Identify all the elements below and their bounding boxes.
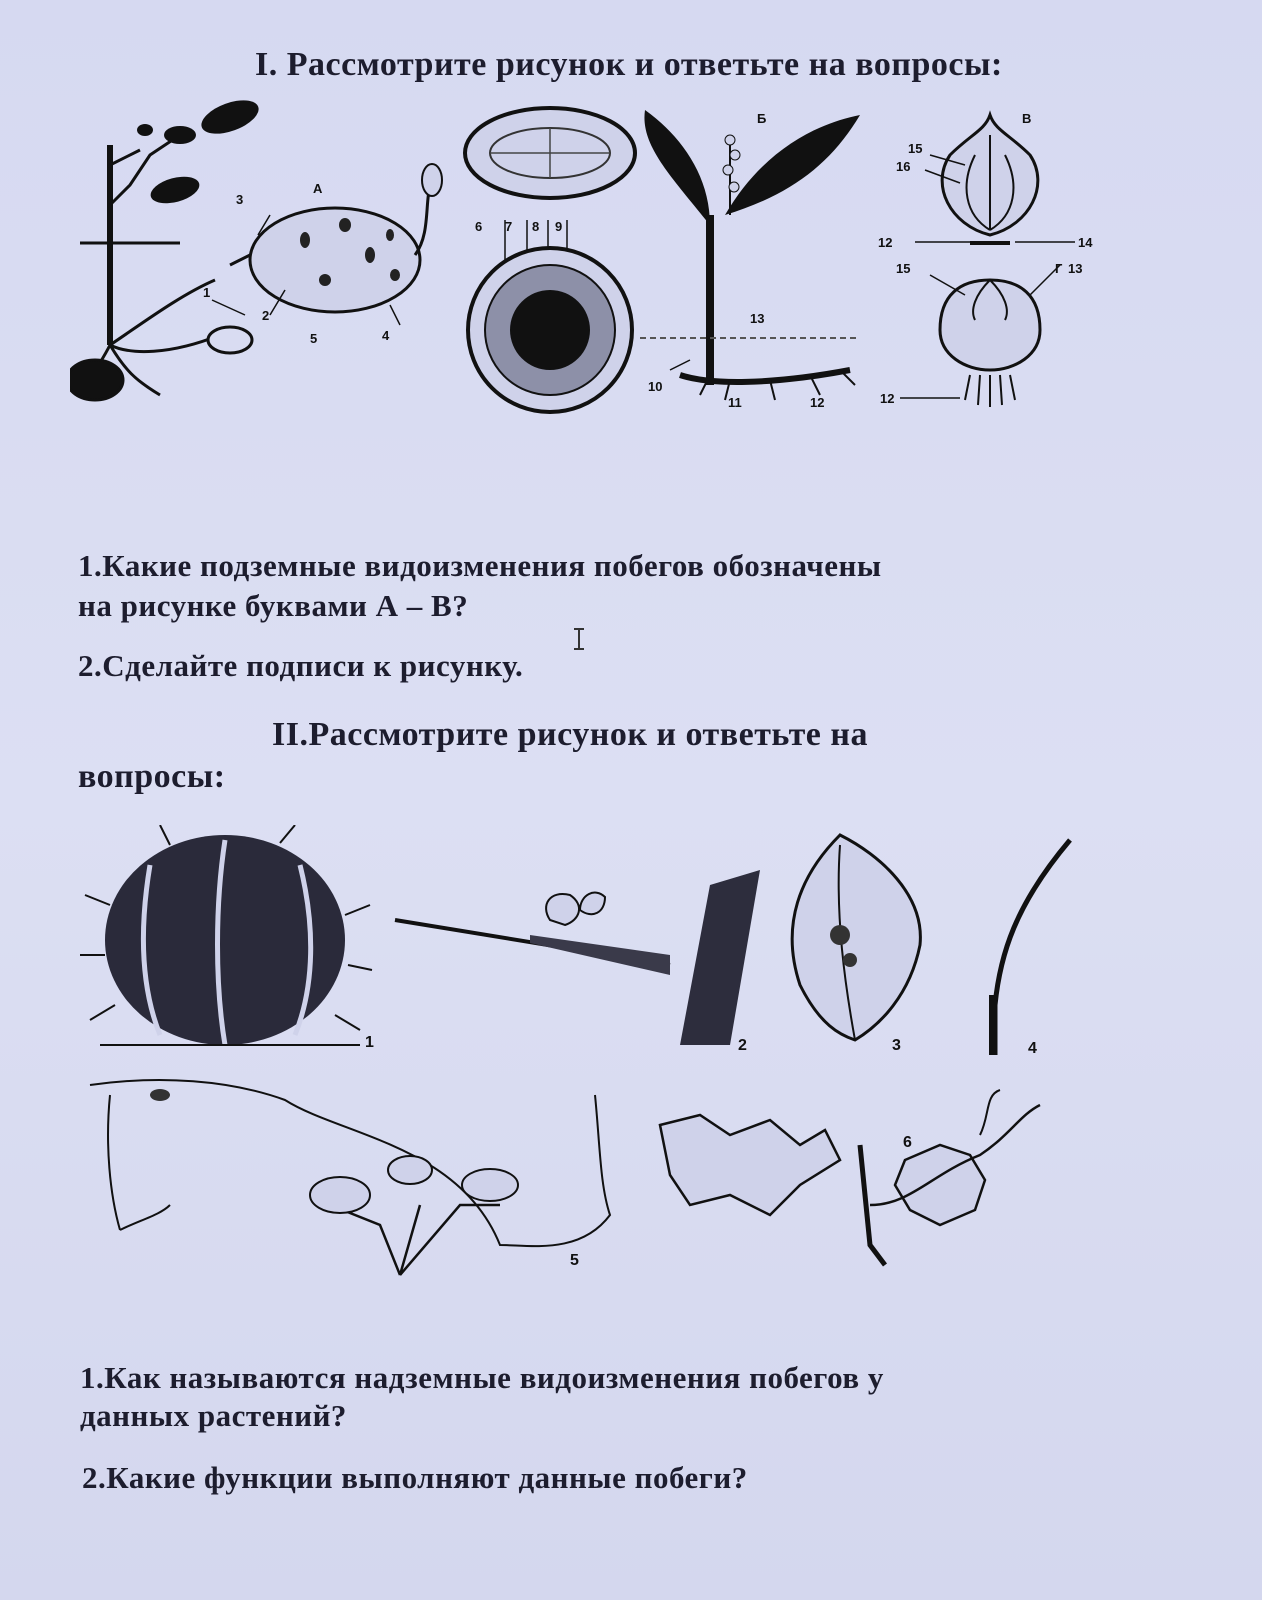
label-6: 6 xyxy=(475,219,483,234)
potato-plant-drawing xyxy=(70,135,252,400)
label-15b: 15 xyxy=(896,261,911,276)
label-9: 9 xyxy=(555,219,563,234)
label-g: Г xyxy=(1055,261,1063,276)
thorn-shoot-drawing xyxy=(992,840,1070,1055)
label-10: 10 xyxy=(648,379,663,394)
label-11: 11 xyxy=(728,395,742,410)
tuber-cross-section-drawing xyxy=(465,108,635,412)
label-12a: 12 xyxy=(810,395,825,410)
label-5: 5 xyxy=(310,331,318,346)
label-8: 8 xyxy=(532,219,540,234)
cladode-leaf-drawing xyxy=(792,835,920,1040)
rhizome-b-drawing xyxy=(640,110,860,400)
section2-heading-line2: вопросы: xyxy=(78,758,226,795)
section1-question2: 2.Сделайте подписи к рисунку. xyxy=(78,648,524,683)
label-v: В xyxy=(1022,111,1032,126)
label-12c: 12 xyxy=(880,391,895,406)
label-13a: 13 xyxy=(750,311,765,326)
section2-heading-line1: II.Рассмотрите рисунок и ответьте на xyxy=(272,716,868,753)
label-ii-3: 3 xyxy=(892,1037,901,1054)
label-16: 16 xyxy=(896,159,911,174)
section1-question1-line1: 1.Какие подземные видоизменения побегов обозначены xyxy=(78,548,882,583)
text-cursor-icon xyxy=(578,628,580,650)
label-a: А xyxy=(313,181,323,196)
thorn-branch-drawing xyxy=(395,870,760,1045)
label-13b: 13 xyxy=(1068,261,1083,276)
figure-underground-shoots xyxy=(70,95,1150,425)
label-b: Б xyxy=(757,111,767,126)
section1-question1-line2: на рисунке буквами А – В? xyxy=(78,588,469,623)
label-ii-5: 5 xyxy=(570,1252,579,1269)
label-3: 3 xyxy=(236,192,244,207)
section2-question2: 2.Какие функции выполняют данные побеги? xyxy=(82,1460,748,1495)
label-2: 2 xyxy=(262,308,270,323)
label-4: 4 xyxy=(382,328,390,343)
label-ii-4: 4 xyxy=(1028,1040,1037,1057)
label-ii-1: 1 xyxy=(365,1034,374,1051)
section2-question1-line2: данных растений? xyxy=(80,1398,347,1433)
label-7: 7 xyxy=(505,219,513,234)
tuber-a-drawing xyxy=(230,164,442,312)
label-14: 14 xyxy=(1078,235,1093,250)
bulb-v-drawing xyxy=(942,115,1038,243)
cactus-drawing xyxy=(80,825,372,1045)
corm-g-drawing xyxy=(940,280,1040,407)
section1-heading: I. Рассмотрите рисунок и ответьте на вопросы: xyxy=(255,46,1003,83)
label-15a: 15 xyxy=(908,141,923,156)
figure-aboveground-shoots xyxy=(80,825,1080,1285)
label-1: 1 xyxy=(203,285,211,300)
section2-question1-line1: 1.Как называются надземные видоизменения побегов у xyxy=(80,1360,884,1395)
label-12b: 12 xyxy=(878,235,893,250)
label-ii-2: 2 xyxy=(738,1037,747,1054)
label-ii-6: 6 xyxy=(903,1134,912,1151)
strawberry-runner-drawing xyxy=(90,1080,610,1275)
grape-tendril-drawing xyxy=(660,1090,1040,1265)
